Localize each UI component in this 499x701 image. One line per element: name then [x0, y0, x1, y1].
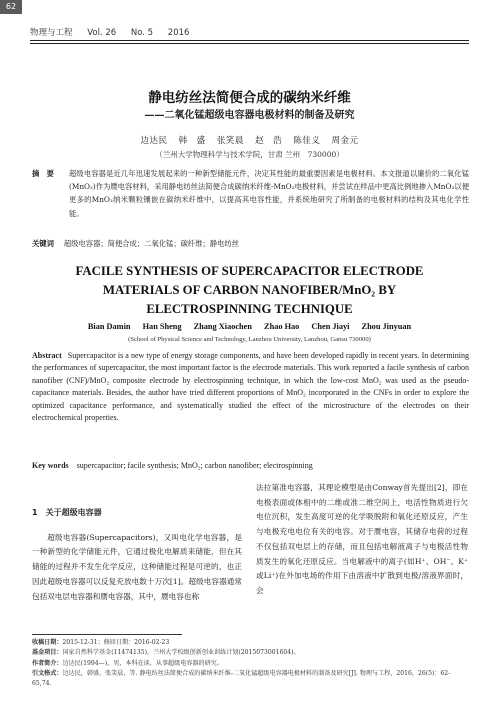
keywords-label: Key words [32, 461, 69, 470]
author: 张笑晨 [216, 136, 244, 146]
footnote-label: 引文格式： [32, 669, 63, 677]
footnote-text: 边达民(1994—)，男，本科在读，从事超级电容器的研究。 [62, 659, 223, 667]
journal-volume: Vol. 26 [87, 28, 117, 38]
chinese-authors [0, 134, 499, 146]
english-affiliation: (School of Physical Science and Technology, Lanzhou University, Lanzhou, Gansu 730000) [128, 336, 371, 343]
chinese-title: 静电纺丝法简便合成的碳纳米纤维 [148, 90, 351, 106]
keywords-label: 关键词 [32, 239, 54, 248]
footnote-label: 作者简介： [32, 659, 63, 667]
author: 赵 浩 [255, 136, 283, 146]
author: Han Sheng [142, 322, 182, 331]
keywords-text: supercapacitor; facile synthesis; MnO₂; carbon nanofiber; electrospinning [76, 461, 313, 470]
footnote-label: 基金项目： [32, 649, 63, 657]
body-left-column [32, 481, 242, 604]
footnote-cite [32, 669, 469, 690]
english-abstract [32, 350, 469, 424]
abstract-label: Abstract [32, 351, 62, 360]
abstract-label: 摘 要 [32, 169, 54, 178]
abstract-text: Supercapacitor is a new type of energy storage components, and have been developed rapidly in recent years. In determining the performances of supercapacitor, the most important factor is the electrode materials. This work reported a facile synthesis of carbon nanofiber (CNF)/MnO₂ composite electrode by electrospinning technique, in which the low-cost MnO₂ was used as the pseudo-capacitance materials. Besides, the author have tried different proportions of MnO₂ incorporated in the CNFs in order to explore the optimized capacitance performance, and systematically studied the effect of the microstructure of the electrodes on their electrochemical properties. [32, 351, 469, 423]
footnote-text: 边达民，韩盛，张笑晨，等. 静电纺丝法简便合成的碳纳米纤维-二氧化锰超级电容器电极材料的制备及研究[J]. 物理与工程，2016，26(5)：62-65,74. [32, 669, 451, 688]
chinese-abstract [32, 167, 469, 220]
section-heading: 1 关于超级电容器 [32, 508, 102, 517]
author: Bian Damin [87, 322, 131, 331]
footnote-author [32, 659, 469, 669]
author: Zhou Jinyuan [361, 322, 412, 331]
body-paragraph: 超级电容器(Supercapacitors)，又叫电化学电容器，是一种新型的化学储能元件，它通过极化电解质来储能，但在其储能的过程并不发生化学反应，这种储能过程是可逆的，也正因此超级电容器可以反复充放电数十万次[1]。超级电容器通常包括双电层电容器和赝电容器，其中，赝电容也称 [32, 532, 242, 601]
footnote-fund [32, 648, 469, 658]
header-rule-thin [30, 43, 469, 44]
english-title-line: MATERIALS OF CARBON NANOFIBER/MnO₂ BY [102, 283, 397, 297]
footnote-rule [32, 634, 182, 635]
english-title [0, 262, 499, 319]
author: Chen Jiayi [311, 322, 350, 331]
footnote-received [32, 638, 469, 648]
running-header [30, 26, 469, 38]
chinese-subtitle: ——二氧化锰超级电容器电极材料的制备及研究 [144, 110, 355, 121]
journal-name: 物理与工程 [30, 28, 73, 38]
page-number: 62 [0, 0, 22, 14]
body-right-column [256, 481, 468, 599]
author: 韩 盛 [178, 136, 206, 146]
footnote-text: 国家自然科学基金(11474135)，兰州大学校级创新创业训练计划(2015073001604)。 [62, 649, 300, 657]
footnote-label: 收稿日期： [32, 639, 63, 646]
author: 边达民 [140, 136, 168, 146]
footnotes [32, 638, 469, 689]
journal-issue: No. 5 [130, 28, 154, 38]
abstract-text: 超级电容器是近几年迅速发展起来的一种新型储能元件，决定其性能的最重要因素是电极材料。本文报道以廉价的二氧化锰(MnO₂)作为赝电容材料，采用静电纺丝法简便合成碳纳米纤维-MnO₂电极材料，并尝试在样品中更高比例地掺入MnO₂以便更多的MnO₂纳米颗粒镶嵌在碳纳米纤维中，以提高其电容性能，并系统地研究了所制备的电极材料的结构及其电化学性能。 [69, 169, 469, 218]
author: 陈佳义 [293, 136, 321, 146]
english-keywords [32, 461, 469, 470]
header-rule [30, 40, 469, 41]
author: Zhao Hao [264, 322, 300, 331]
footnote-text: 2015-12-31；修回日期：2016-02-23 [62, 639, 170, 646]
english-authors [0, 322, 499, 331]
body-paragraph: 法拉第准电容器，其理论模型是由Conway首先提出[2]，即在电极表面或体相中的二维或准二维空间上，电活性物质进行欠电位沉积，发生高度可逆的化学吸脱附和氧化还原反应，产生与电极充电电位有关的电容。对于赝电容，其储存电荷的过程不仅包括双电层上的存储，而且包括电解液离子与电极活性物质发生的氧化还原反应。当电解液中的离子(如H⁺、OH⁻、K⁺或Li⁺)在外加电场的作用下由溶液中扩散到电极/溶液界面时，会 [256, 483, 468, 595]
keywords-text: 超级电容器；简便合成；二氧化锰；碳纤维；静电纺丝 [63, 239, 240, 248]
english-title-line: FACILE SYNTHESIS OF SUPERCAPACITOR ELECTRODE [75, 264, 424, 278]
author: Zhang Xiaochen [193, 322, 252, 331]
journal-year: 2016 [167, 28, 190, 38]
author: 周金元 [331, 136, 359, 146]
english-title-line: ELECTROSPINNING TECHNIQUE [146, 302, 353, 316]
chinese-keywords [32, 239, 469, 249]
chinese-affiliation: （兰州大学物理科学与技术学院，甘肃 兰州 730000） [155, 150, 344, 159]
